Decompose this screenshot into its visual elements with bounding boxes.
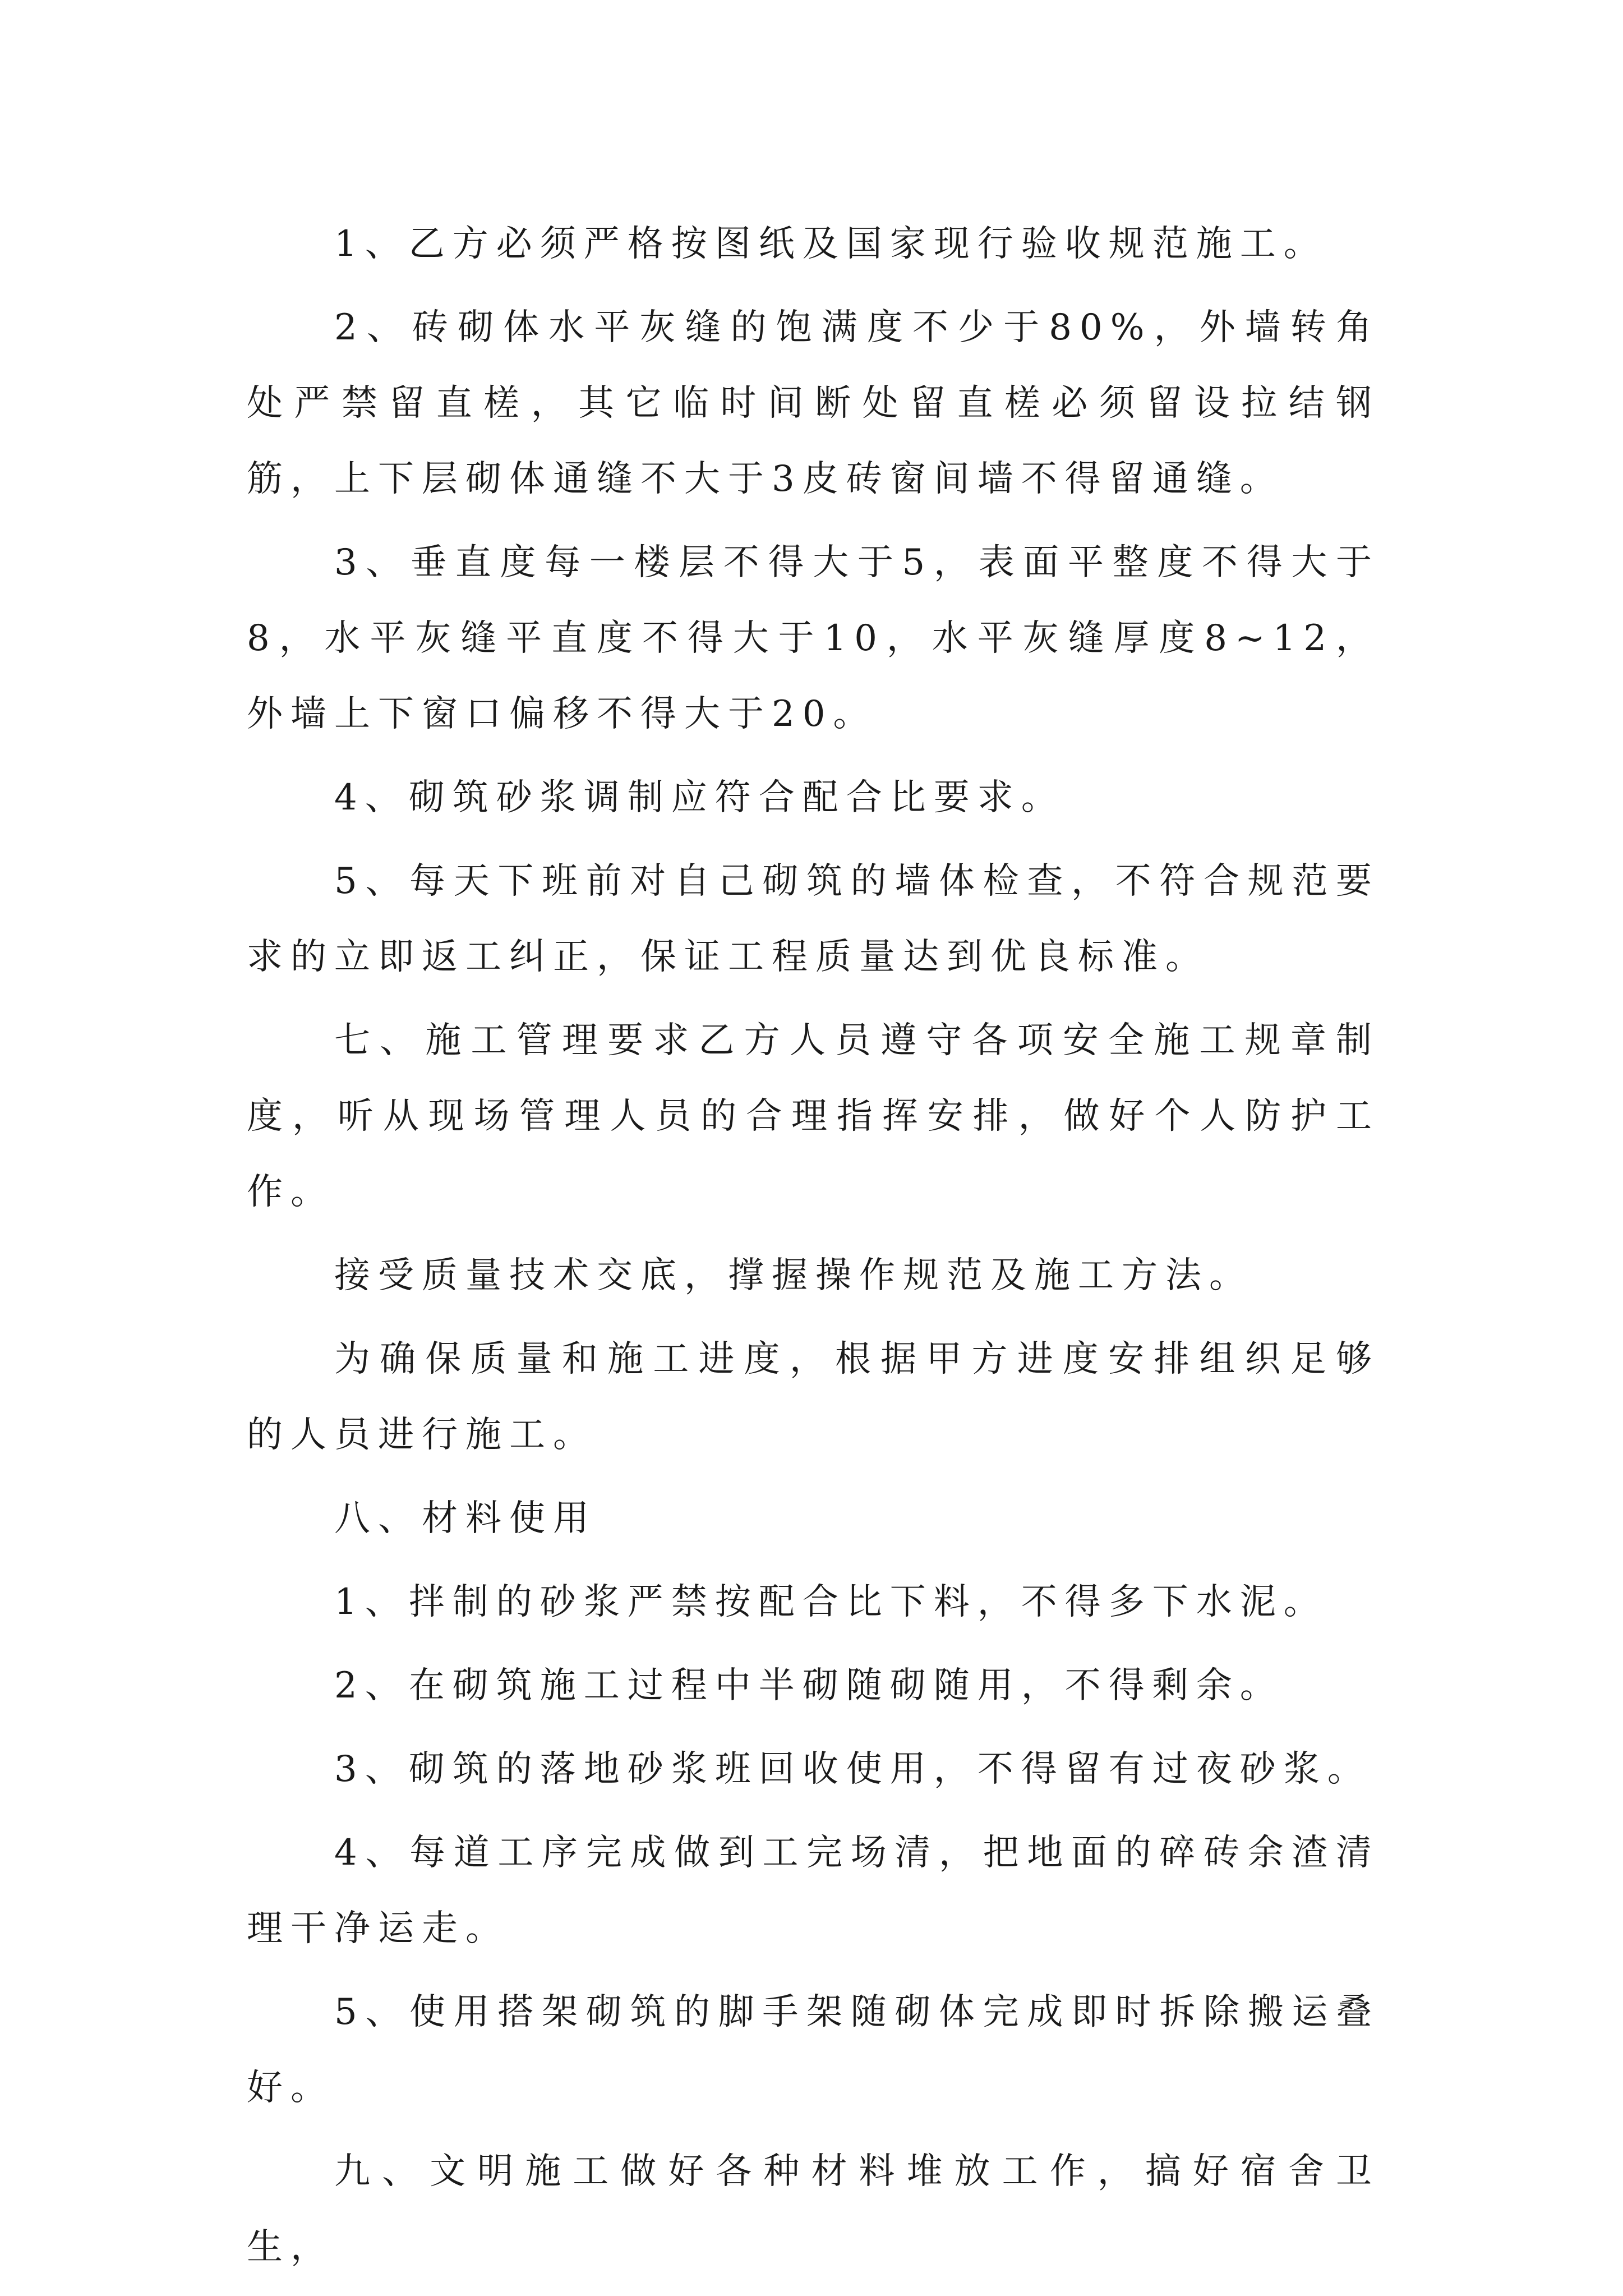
paragraph-materials-3: 3、砌筑的落地砂浆班回收使用，不得留有过夜砂浆。 <box>334 1749 1371 1790</box>
paragraph-section-7-item-1: 接受质量技术交底，撑握操作规范及施工方法。 <box>334 1255 1253 1296</box>
paragraph-quality-2: 2、砖砌体水平灰缝的饱满度不少于80%，外墙转角处严禁留直槎，其它临时间断处留直槎必须留设拉结钢筋，上下层砌体通缝不大于3皮砖窗间墙不得留通缝。 <box>247 307 1380 500</box>
paragraph-materials-4: 4、每道工序完成做到工完场清，把地面的碎砖余渣清理干净运走。 <box>247 1832 1380 1949</box>
paragraph-materials-5: 5、使用搭架砌筑的脚手架随砌体完成即时拆除搬运叠好。 <box>247 1991 1380 2109</box>
paragraph-section-9: 九、文明施工做好各种材料堆放工作，搞好宿舍卫生， <box>247 2151 1380 2268</box>
paragraph-quality-1: 1、乙方必须严格按图纸及国家现行验收规范施工。 <box>334 223 1327 265</box>
paragraph-quality-4: 4、砌筑砂浆调制应符合配合比要求。 <box>334 777 1065 818</box>
paragraph-materials-1: 1、拌制的砂浆严禁按配合比下料，不得多下水泥。 <box>334 1581 1327 1623</box>
paragraph-section-7-item-2: 为确保质量和施工进度，根据甲方进度安排组织足够的人员进行施工。 <box>247 1338 1380 1456</box>
paragraph-section-7: 七、施工管理要求乙方人员遵守各项安全施工规章制度，听从现场管理人员的合理指挥安排，做好个人防护工作。 <box>247 1020 1380 1213</box>
document-body <box>247 206 1380 2293</box>
paragraph-quality-3: 3、垂直度每一楼层不得大于5，表面平整度不得大于8，水平灰缝平直度不得大于10，水平灰缝厚度8~12，外墙上下窗口偏移不得大于20。 <box>247 542 1380 735</box>
paragraph-quality-5: 5、每天下班前对自己砌筑的墙体检查，不符合规范要求的立即返工纠正，保证工程质量达到优良标准。 <box>247 861 1380 978</box>
paragraph-materials-2: 2、在砌筑施工过程中半砌随砌随用，不得剩余。 <box>334 1665 1284 1706</box>
section-heading-materials: 八、材料使用 <box>334 1498 597 1539</box>
